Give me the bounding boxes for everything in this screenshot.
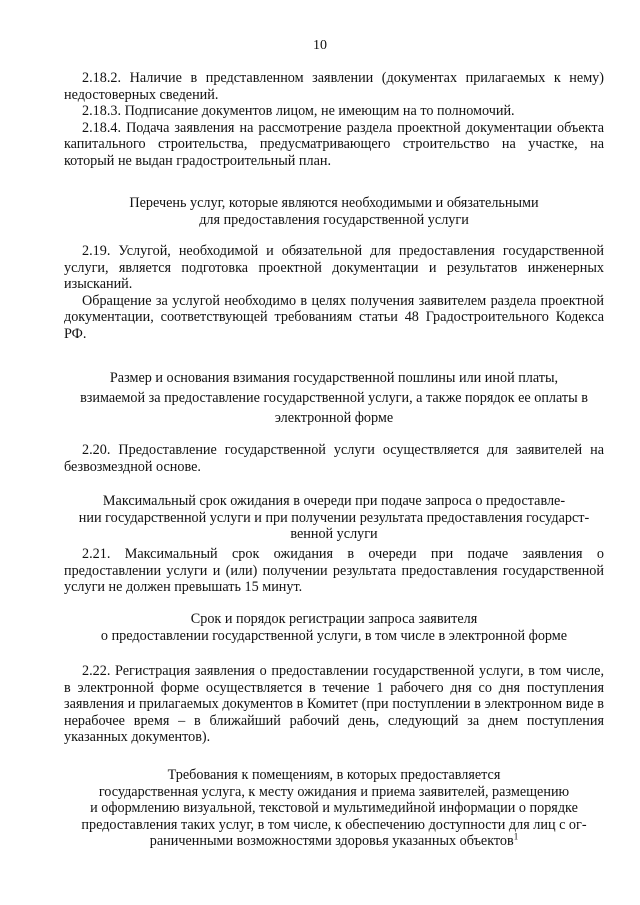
heading-text: раниченными возможностями здоровья указанных объектов [149, 833, 514, 850]
heading-line: для предоставления государственной услуги [199, 211, 469, 228]
heading-line: Срок и порядок регистрации запроса заявителя [190, 611, 478, 627]
section-2-18 [64, 70, 604, 170]
paragraph-2-21: 2.21. Максимальный срок ожидания в очереди при подаче заявления о предоставлении услуги и (или) получении результата предоставления государственной услуги не должен превышать 15 минут. [64, 546, 604, 596]
heading-line: взимаемой за предоставление государственной услуги, а также порядок ее оплаты в [80, 390, 588, 406]
paragraph-2-19: 2.19. Услугой, необходимой и обязательной для предоставления государственной услуги, является подготовка проектной документации и результатов инженерных изысканий. [64, 243, 604, 293]
heading-line: электронной форме [274, 410, 394, 426]
paragraph-2-18-4: 2.18.4. Подача заявления на рассмотрение раздела проектной документации объекта капитального строительства, предусматривающего строительство на участке, на который не выдан градостроительный план. [64, 119, 604, 169]
heading-premises [64, 767, 604, 850]
heading-line: о предоставлении государственной услуги, в том числе в электронной форме [100, 627, 568, 644]
paragraph-2-20: 2.20. Предоставление государственной услуги осуществляется для заявителей на безвозмездной основе. [64, 442, 604, 475]
section-2-20 [64, 442, 604, 475]
paragraph-2-18-2: 2.18.2. Наличие в представленном заявлении (документах прилагаемых к нему) недостоверных сведений. [64, 70, 604, 103]
heading-line: Максимальный срок ожидания в очереди при подаче запроса о предоставле- [102, 493, 566, 509]
section-2-22 [64, 663, 604, 746]
heading-line: нии государственной услуги и при получении результата предоставления государст- [78, 509, 590, 526]
heading-line: государственная услуга, к месту ожидания и приема заявителей, размещению [98, 783, 570, 800]
heading-line: венной услуги [290, 526, 378, 543]
page-number: 10 [313, 38, 327, 53]
heading-wait [64, 493, 604, 543]
heading-fee [64, 368, 604, 428]
heading-services [64, 195, 604, 228]
paragraph-2-22: 2.22. Регистрация заявления о предоставлении государственной услуги, в том числе, в электронной форме осуществляется в течение 1 рабочего дня со дня поступления заявления и прилагаемых документов в Комитет (при поступлении в электронном виде в нерабочее время – в ближайший рабочий день, следующий за днем поступления указанных документов). [64, 663, 604, 746]
heading-line: Размер и основания взимания государственной пошлины или иной платы, [109, 370, 559, 386]
heading-line: и оформлению визуальной, текстовой и мультимедийной информации о порядке [90, 800, 578, 817]
paragraph-2-19-b: Обращение за услугой необходимо в целях получения заявителем раздела проектной документации, соответствующей требованиям статьи 48 Градостроительного Кодекса РФ. [64, 292, 604, 342]
heading-line: Перечень услуг, которые являются необходимыми и обязательными [129, 195, 539, 211]
heading-line-last [64, 833, 604, 850]
section-2-19 [64, 243, 604, 343]
section-2-21 [64, 546, 604, 596]
paragraph-2-18-3: 2.18.3. Подписание документов лицом, не имеющим на то полномочий. [82, 103, 515, 120]
heading-line: Требования к помещениям, в которых предоставляется [167, 767, 501, 783]
footnote-mark: 1 [513, 831, 519, 842]
heading-line: предоставления таких услуг, в том числе, к обеспечению доступности для лиц с ог- [81, 816, 587, 833]
heading-registration [64, 611, 604, 644]
